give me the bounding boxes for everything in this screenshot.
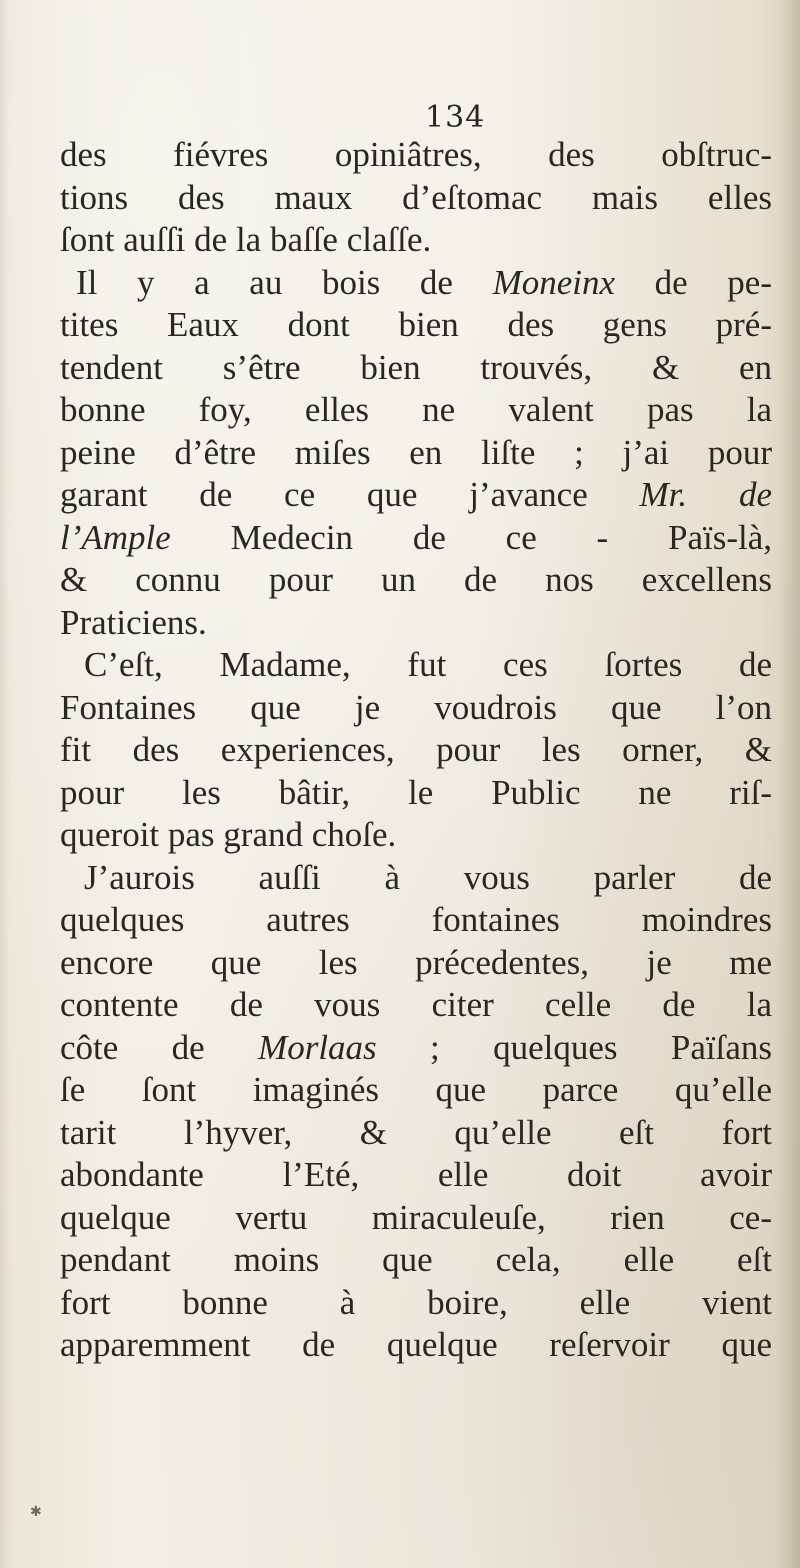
text-segment: ſe ſont imaginés que parce qu’elle	[60, 1070, 772, 1109]
text-segment: Il y a au bois de	[76, 262, 493, 302]
text-line	[60, 177, 772, 220]
text-line	[60, 1069, 772, 1112]
text-line	[60, 1197, 772, 1240]
text-line	[60, 262, 772, 305]
text-line	[60, 644, 772, 687]
italic-text-segment: Moneinx	[492, 262, 616, 302]
text-line	[60, 1282, 772, 1325]
text-segment: tendent s’être bien trouvés, & en	[60, 347, 772, 387]
text-segment: C’eſt, Madame, fut ces ſortes de	[84, 645, 772, 684]
text-segment: tarit l’hyver, & qu’elle eſt fort	[60, 1112, 772, 1152]
text-segment: contente de vous citer celle de la	[60, 985, 772, 1024]
text-line	[60, 219, 772, 262]
ink-stain: ✱	[30, 1504, 42, 1520]
italic-text-segment: Mr. de	[639, 475, 772, 514]
text-line	[60, 942, 772, 985]
italic-text-segment: l’Ample	[60, 517, 171, 557]
text-line	[60, 984, 772, 1027]
text-segment: Praticiens.	[60, 602, 207, 642]
text-segment: côte de	[60, 1027, 259, 1067]
text-line	[60, 304, 772, 347]
page-left-edge-shadow	[0, 0, 10, 1568]
text-segment: ; quelques Païſans	[376, 1027, 772, 1067]
text-line	[60, 1239, 772, 1282]
text-segment: J’aurois auſſi à vous parler de	[84, 857, 772, 897]
text-line	[60, 517, 772, 560]
text-segment: apparemment de quelque reſervoir que	[60, 1325, 772, 1364]
text-line	[60, 814, 772, 857]
text-line	[60, 134, 772, 177]
text-segment: pendant moins que cela, elle eſt	[60, 1240, 772, 1279]
text-segment: de pe-	[615, 262, 773, 302]
text-segment: & connu pour un de nos excellens	[60, 560, 772, 599]
body-text	[60, 134, 772, 1367]
text-segment: bonne foy, elles ne valent pas la	[60, 390, 772, 429]
text-line	[60, 1324, 772, 1367]
text-segment: quelques autres fontaines moindres	[60, 900, 772, 939]
text-segment: Medecin de ce - Païs-là,	[170, 517, 772, 557]
text-line	[60, 729, 772, 772]
text-segment: abondante l’Eté, elle doit avoir	[60, 1155, 772, 1194]
text-line	[60, 687, 772, 730]
text-line	[60, 1154, 772, 1197]
italic-text-segment: Morlaas	[258, 1027, 377, 1067]
text-line	[60, 1112, 772, 1155]
text-line	[60, 602, 772, 645]
text-segment: ſont auſſi de la baſſe claſſe.	[60, 220, 432, 259]
text-line	[60, 474, 772, 517]
text-line	[60, 389, 772, 432]
page-number: 134	[425, 100, 486, 135]
text-segment: tions des maux d’eſtomac mais elles	[60, 177, 772, 217]
text-line	[60, 857, 772, 900]
text-line	[60, 559, 772, 602]
text-segment: fort bonne à boire, elle vient	[60, 1282, 772, 1322]
text-segment: fit des experiences, pour les orner, &	[60, 730, 772, 769]
text-segment: Fontaines que je voudrois que l’on	[60, 687, 772, 727]
text-segment: pour les bâtir, le Public ne riſ-	[60, 772, 772, 812]
text-segment: des fiévres opiniâtres, des obſtruc-	[60, 135, 772, 174]
text-line	[60, 432, 772, 475]
text-segment: peine d’être miſes en liſte ; j’ai pour	[60, 432, 772, 472]
text-segment: tites Eaux dont bien des gens pré-	[60, 305, 772, 344]
text-line	[60, 347, 772, 390]
text-segment: encore que les précedentes, je me	[60, 942, 772, 982]
text-segment: queroit pas grand choſe.	[60, 815, 397, 854]
text-line	[60, 899, 772, 942]
page-gutter-shadow	[778, 0, 800, 1568]
text-line	[60, 772, 772, 815]
text-segment: quelque vertu miraculeuſe, rien ce-	[60, 1197, 772, 1237]
text-segment: garant de ce que j’avance	[60, 475, 640, 514]
text-line	[60, 1027, 772, 1070]
